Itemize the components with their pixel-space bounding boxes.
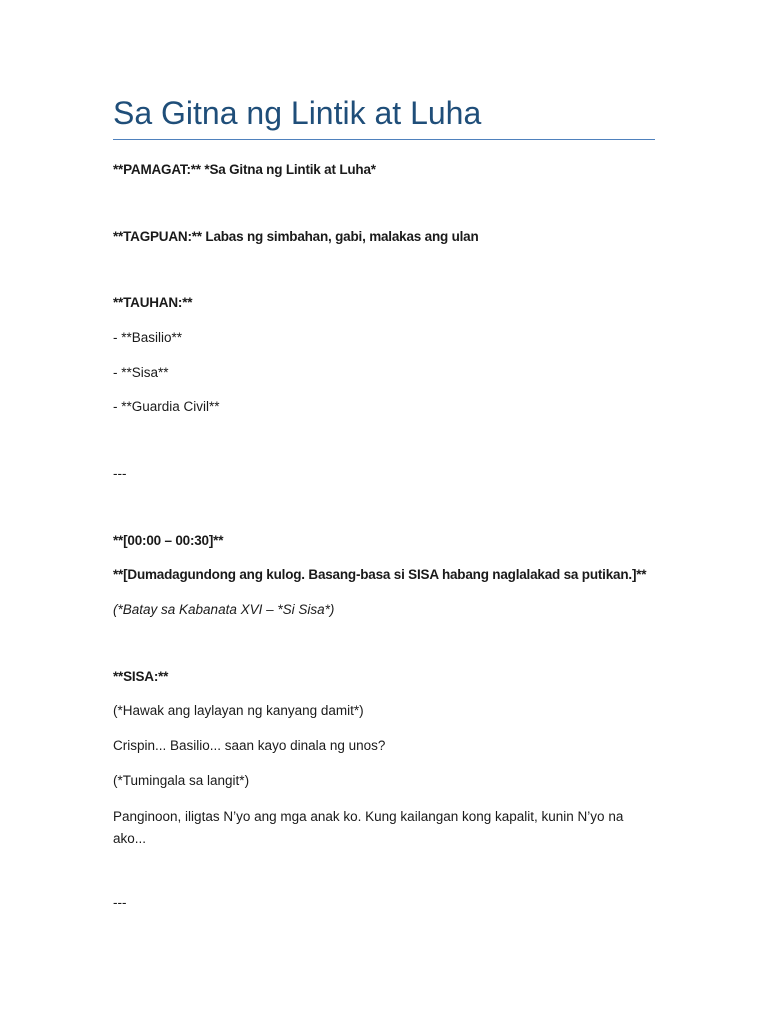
scene-direction: **[Dumadagundong ang kulog. Basang-basa si SISA habang naglalakad sa putikan.]** — [113, 567, 647, 582]
section-divider: --- — [113, 895, 127, 910]
pamagat-line: **PAMAGAT:** *Sa Gitna ng Lintik at Luha* — [113, 162, 376, 177]
title-underline — [113, 139, 655, 140]
stage-action: (*Tumingala sa langit*) — [113, 773, 250, 788]
speaker-sisa: **SISA:** — [113, 669, 169, 684]
dialogue-line: Panginoon, iligtas N’yo ang mga anak ko. Kung kailangan kong kapalit, kunin N’yo na ako... — [113, 809, 624, 846]
stage-action: (*Hawak ang laylayan ng kanyang damit*) — [113, 703, 364, 718]
section-divider: --- — [113, 466, 127, 481]
tauhan-item-basilio: - **Basilio** — [113, 330, 183, 345]
chapter-reference: (*Batay sa Kabanata XVI – *Si Sisa*) — [113, 602, 335, 617]
tauhan-item-sisa: - **Sisa** — [113, 365, 169, 380]
tauhan-heading: **TAUHAN:** — [113, 295, 193, 310]
tauhan-item-guardia-civil: - **Guardia Civil** — [113, 399, 220, 414]
tagpuan-line: **TAGPUAN:** Labas ng simbahan, gabi, malakas ang ulan — [113, 229, 479, 244]
dialogue-line: Crispin... Basilio... saan kayo dinala ng unos? — [113, 738, 386, 753]
scene-timestamp: **[00:00 – 00:30]** — [113, 533, 224, 548]
document-title: Sa Gitna ng Lintik at Luha — [113, 95, 482, 131]
